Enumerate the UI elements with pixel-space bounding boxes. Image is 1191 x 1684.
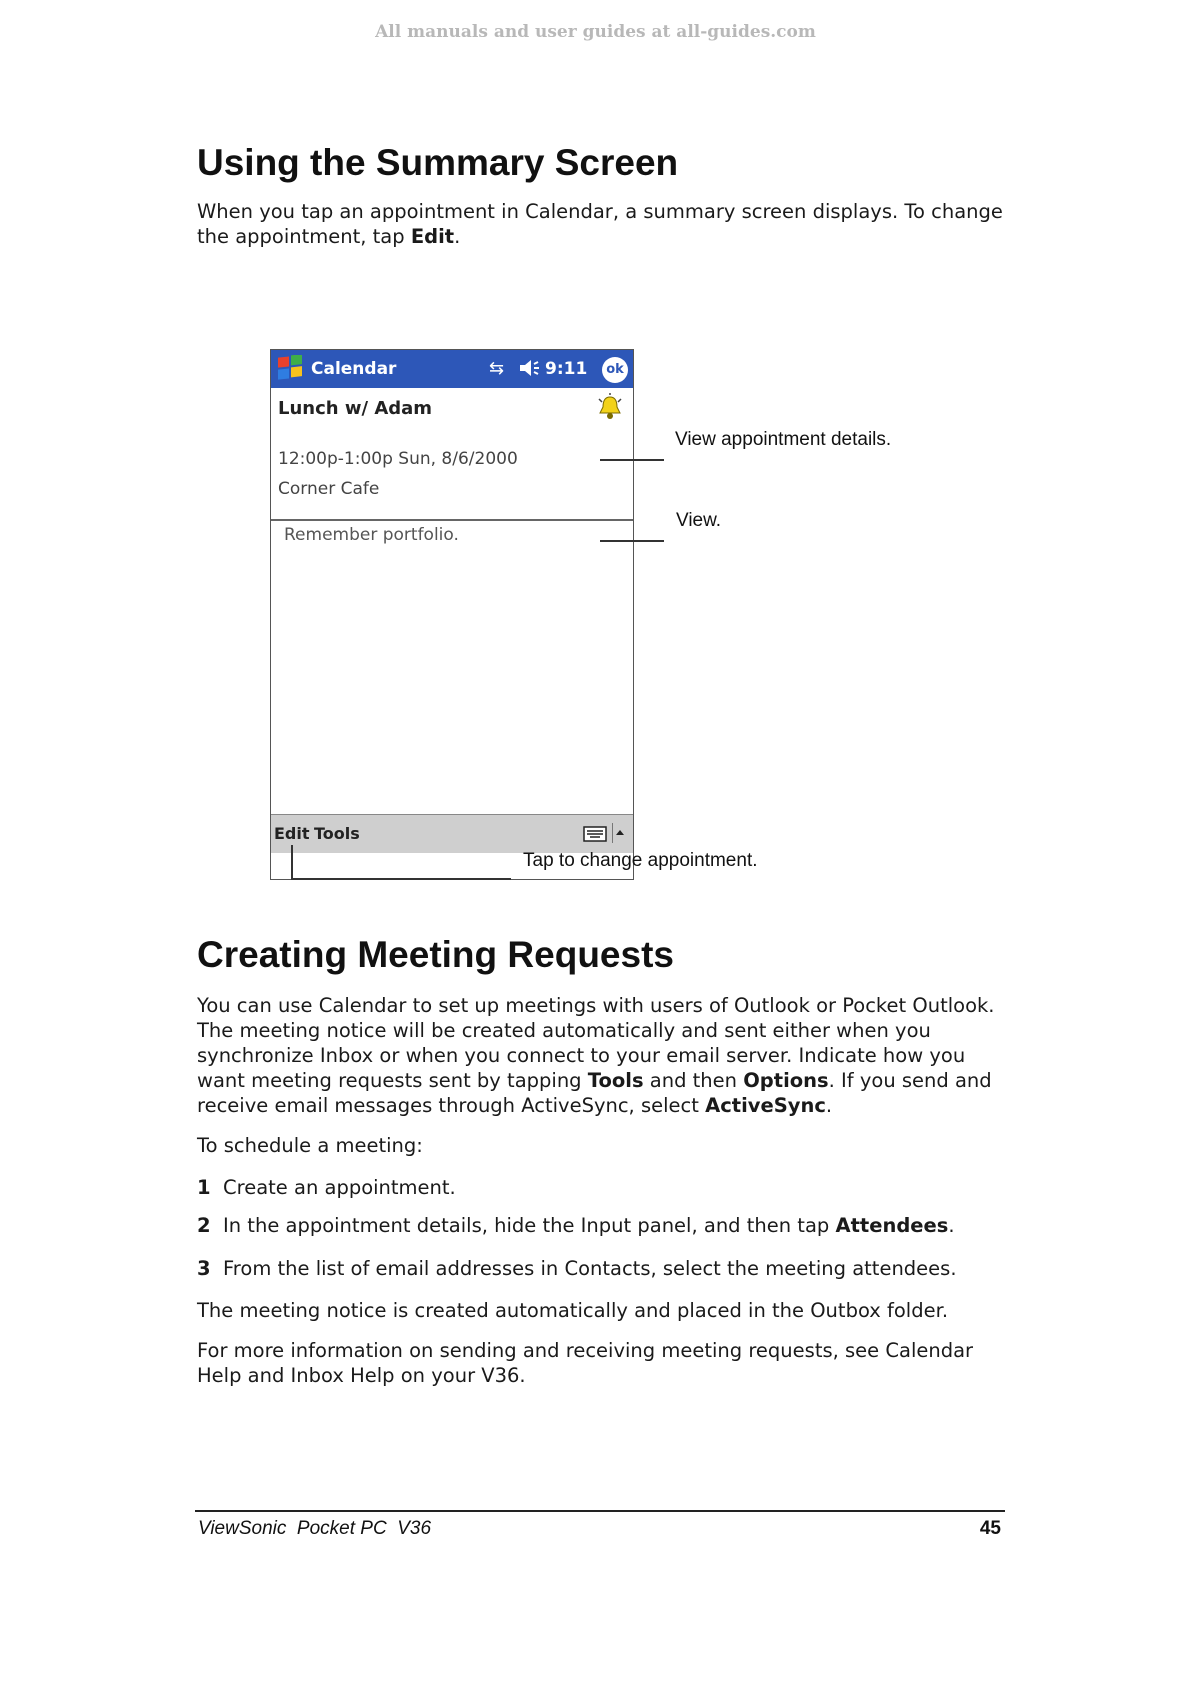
step-text: In the appointment details, hide the Input panel, and then tap (223, 1214, 836, 1237)
meeting-intro-and: and then (643, 1069, 744, 1092)
step-text-end: . (948, 1214, 955, 1237)
keyboard-icon[interactable] (583, 825, 607, 843)
callout-view-details: View appointment details. (675, 429, 892, 450)
connectivity-icon[interactable]: ⇆ (489, 358, 505, 379)
watermark: All manuals and user guides at all-guides.com (375, 22, 816, 42)
tools-menu[interactable]: Tools (314, 824, 360, 843)
step-number: 2 (197, 1214, 211, 1237)
summary-intro-end: . (454, 225, 461, 248)
step-item (197, 1175, 1017, 1200)
meeting-intro-end: . (825, 1094, 833, 1117)
step-number: 1 (197, 1176, 211, 1199)
ok-button[interactable]: ok (602, 357, 628, 383)
windows-start-icon[interactable] (275, 355, 305, 383)
step-item (197, 1256, 1017, 1281)
section-title-summary-screen: Using the Summary Screen (197, 142, 679, 183)
attendees-keyword: Attendees (835, 1214, 949, 1237)
callout-line-view (600, 540, 664, 542)
section-title-meeting-requests: Creating Meeting Requests (197, 934, 674, 975)
step-number: 3 (197, 1257, 211, 1280)
footer-product: ViewSonic Pocket PC V36 (198, 1518, 432, 1539)
clock-time[interactable]: 9:11 (545, 359, 588, 379)
appointment-subject: Lunch w/ Adam (278, 398, 433, 419)
footer-rule (195, 1510, 1005, 1512)
summary-intro-text: When you tap an appointment in Calendar, a summary screen displays. To change the appointment, tap (197, 200, 1003, 248)
more-info-paragraph: For more information on sending and receiving meeting requests, see Calendar Help and Inbox Help on your V36. (197, 1339, 974, 1387)
speaker-icon[interactable] (517, 356, 541, 380)
step-text: From the list of email addresses in Contacts, select the meeting attendees. (223, 1257, 957, 1280)
menu-bar (271, 814, 633, 853)
reminder-bell-icon (597, 393, 623, 421)
step-text: Create an appointment. (223, 1176, 456, 1199)
meeting-intro-paragraph (197, 993, 1017, 1118)
up-arrow-icon[interactable] (612, 823, 625, 843)
calendar-summary-screenshot (270, 349, 634, 880)
meeting-intro-sync: . If you send and receive email messages through ActiveSync, select (197, 1069, 992, 1117)
options-keyword: Options (743, 1069, 829, 1092)
step-item (197, 1213, 1017, 1238)
details-divider (271, 519, 633, 521)
appointment-location[interactable]: Corner Cafe (278, 479, 380, 499)
activesync-keyword: ActiveSync (705, 1094, 826, 1117)
callout-line-edit-horizontal (291, 878, 511, 880)
outbox-paragraph: The meeting notice is created automatically and placed in the Outbox folder. (197, 1299, 949, 1322)
page-number: 45 (979, 1518, 1001, 1539)
edit-menu[interactable]: Edit (274, 824, 310, 843)
callout-line-details (600, 459, 664, 461)
schedule-lead-in: To schedule a meeting: (197, 1134, 423, 1157)
callout-tap-change: Tap to change appointment. (523, 850, 758, 871)
appointment-note[interactable]: Remember portfolio. (284, 525, 459, 545)
summary-intro-paragraph (197, 199, 1017, 249)
callout-view: View. (676, 510, 722, 531)
appointment-time[interactable]: 12:00p-1:00p Sun, 8/6/2000 (278, 449, 518, 469)
edit-keyword: Edit (410, 225, 455, 248)
meeting-intro-text: You can use Calendar to set up meetings with users of Outlook or Pocket Outlook. The meeting notice will be created automatically and sent either when you synchronize Inbox or when you connect to your email server. Indicate how you want meeting requests sent by tapping (197, 994, 995, 1092)
callout-line-edit-vertical (291, 845, 293, 879)
app-title: Calendar (311, 359, 397, 379)
title-bar (271, 350, 633, 388)
screenshot-frame (270, 349, 634, 880)
tools-keyword: Tools (587, 1069, 644, 1092)
